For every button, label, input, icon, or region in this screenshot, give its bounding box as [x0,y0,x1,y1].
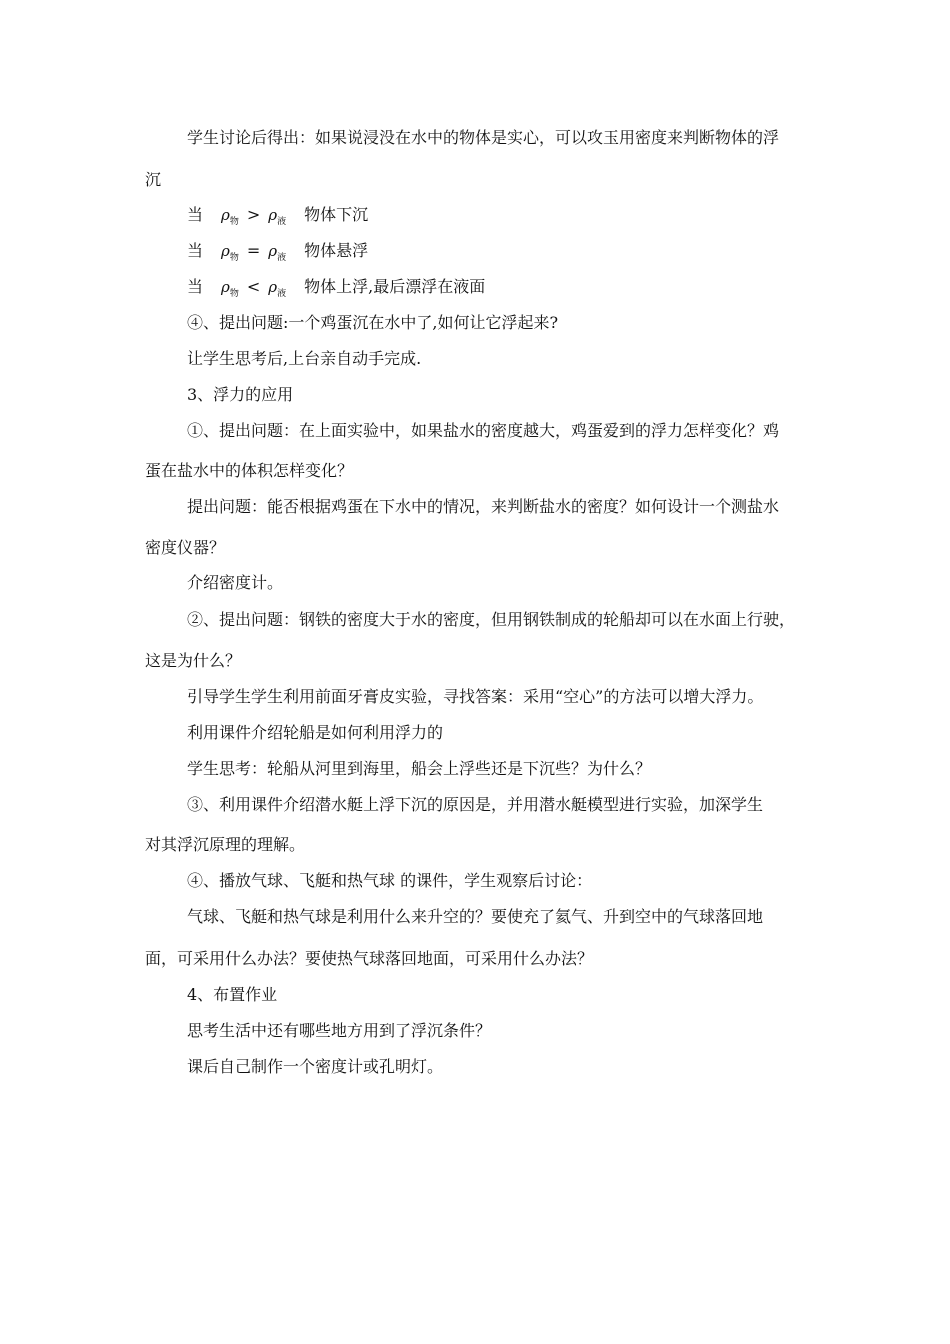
paragraph-balloon-line2: 面，可采用什么办法？要使热气球落回地面，可采用什么办法？ [145,949,594,968]
section-heading-homework: 4、布置作业 [187,985,278,1004]
paragraph-ship-line2: 这是为什么？ [145,651,242,670]
condition-result: 物体上浮,最后漂浮在液面 [304,277,486,296]
paragraph-submarine-line2: 对其浮沉原理的理解。 [145,835,306,854]
paragraph-hollow-method: 引导学生学生利用前面牙膏皮实验，寻找答案：采用“空心”的方法可以增大浮力。 [187,687,764,706]
condition-sink [187,205,368,228]
rho-symbol: ρ [221,206,230,224]
paragraph-balloon-line1: 气球、飞艇和热气球是利用什么来升空的？要使充了氦气、升到空中的气球落回地 [187,907,764,926]
condition-result: 物体下沉 [304,205,369,224]
subscript-liquid: 液 [277,217,287,227]
paragraph-student-think: 学生思考：轮船从河里到海里，船会上浮些还是下沉些？为什么？ [187,759,652,778]
paragraph-balloon-play: ④、播放气球、飞艇和热气球 的课件，学生观察后讨论： [187,871,593,890]
comparison-operator: > [246,205,261,224]
condition-result: 物体悬浮 [304,241,369,260]
paragraph-density-line2: 密度仪器？ [145,538,226,557]
paragraph-submarine-line1: ③、利用课件介绍潜水艇上浮下沉的原因是，并用潜水艇模型进行实验，加深学生 [187,795,764,814]
paragraph-saltwater-line2: 蛋在盐水中的体积怎样变化？ [145,461,354,480]
condition-prefix: 当 [187,241,204,260]
rho-symbol: ρ [268,206,278,224]
paragraph-homework-make: 课后自己制作一个密度计或孔明灯。 [187,1057,444,1076]
subscript-liquid: 液 [277,289,287,299]
paragraph-egg-question: ④、提出问题:一个鸡蛋沉在水中了,如何让它浮起来? [187,313,559,332]
rho-symbol: ρ [221,278,230,296]
paragraph-conclusion-line1: 学生讨论后得出：如果说浸没在水中的物体是实心，可以攻玉用密度来判断物体的浮 [187,128,780,147]
paragraph-ship-line1: ②、提出问题：钢铁的密度大于水的密度，但用钢铁制成的轮船却可以在水面上行驶， [187,610,796,629]
rho-symbol: ρ [268,278,278,296]
subscript-object: 物 [229,253,239,263]
paragraph-egg-action: 让学生思考后,上台亲自动手完成. [187,349,422,368]
paragraph-density-line1: 提出问题：能否根据鸡蛋在下水中的情况，来判断盐水的密度？如何设计一个测盐水 [187,497,780,516]
paragraph-homework-think: 思考生活中还有哪些地方用到了浮沉条件？ [187,1021,492,1040]
subscript-object: 物 [229,289,239,299]
comparison-operator: < [246,277,261,296]
rho-symbol: ρ [268,242,278,260]
subscript-liquid: 液 [277,253,287,263]
condition-float [187,277,485,300]
rho-symbol: ρ [221,242,230,260]
paragraph-hydrometer: 介绍密度计。 [187,573,284,592]
section-heading-application: 3、浮力的应用 [187,385,294,404]
subscript-object: 物 [229,217,239,227]
condition-suspend [187,241,368,264]
condition-prefix: 当 [187,277,204,296]
condition-prefix: 当 [187,205,204,224]
paragraph-courseware-ship: 利用课件介绍轮船是如何利用浮力的 [187,723,444,742]
paragraph-conclusion-line2: 沉 [145,170,162,189]
comparison-operator: = [246,241,261,260]
paragraph-saltwater-line1: ①、提出问题：在上面实验中，如果盐水的密度越大，鸡蛋爱到的浮力怎样变化？鸡 [187,421,780,440]
